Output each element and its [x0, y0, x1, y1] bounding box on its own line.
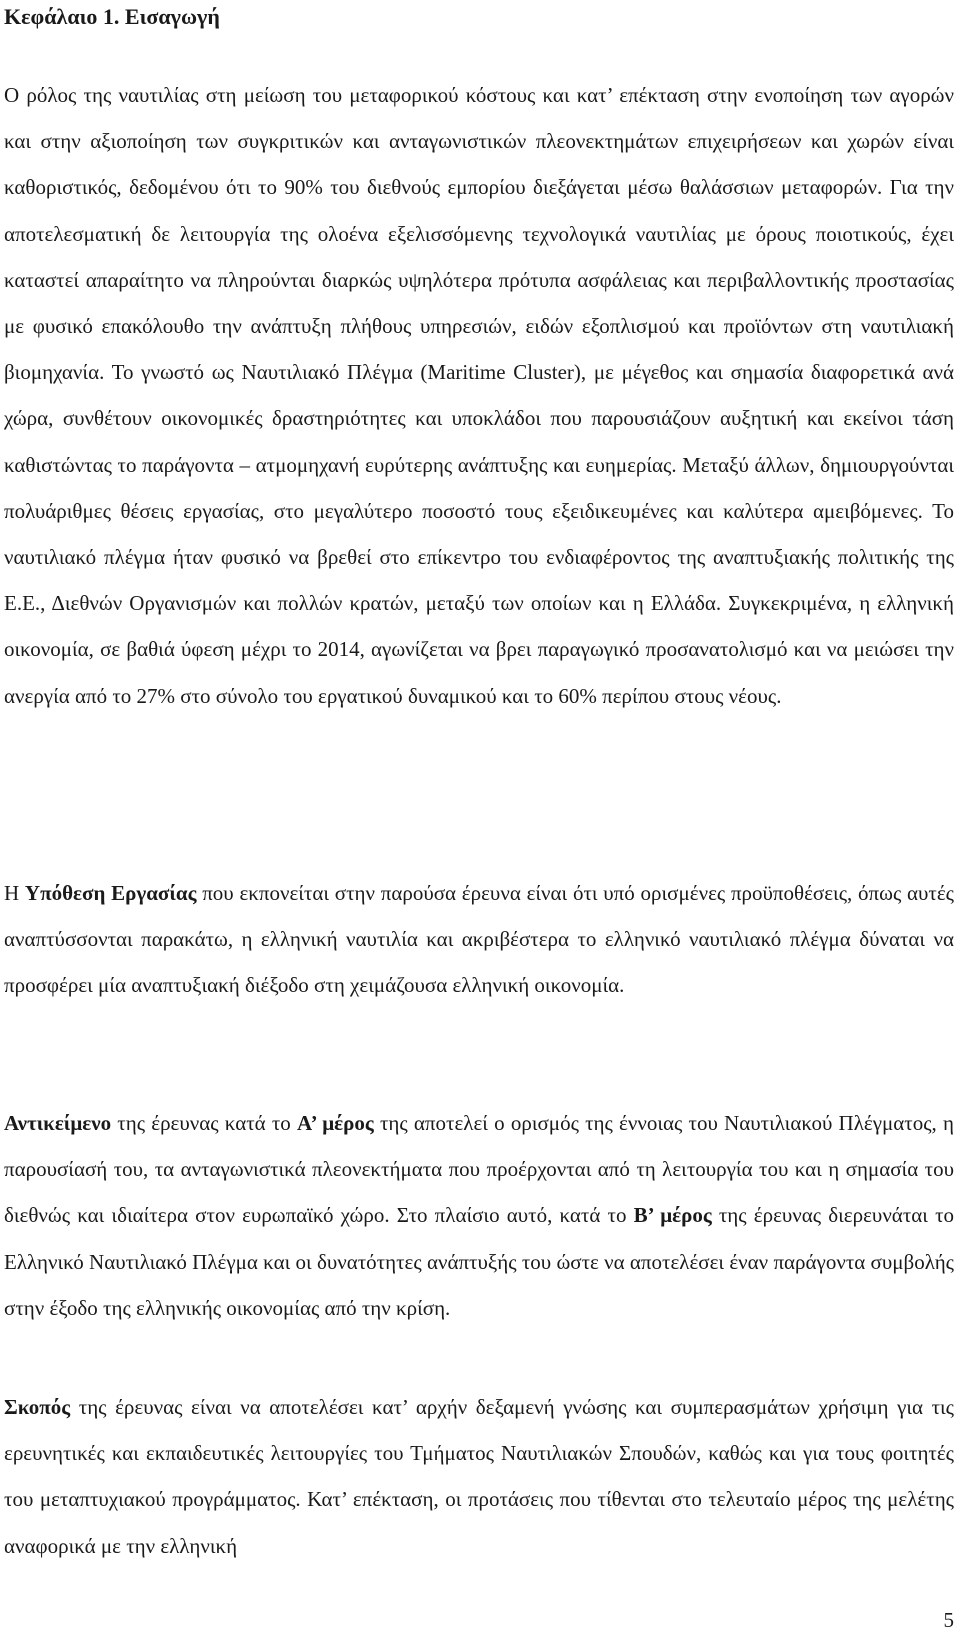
paragraph-research-object	[4, 1100, 954, 1331]
paragraph-body-text: που εκπονείται στην παρούσα έρευνα είναι ότι υπό ορισμένες προϋποθέσεις, όπως αυτές αναπτύσσονται παρακάτω, η ελληνική ναυτιλία και ακριβέστερα το ελληνικό ναυτιλιακό πλέγμα δύναται να προσφέρει μία αναπτυξιακή διέξοδο στη χειμάζουσα ελληνική οικονομία.	[4, 881, 954, 998]
paragraph-working-hypothesis	[4, 870, 954, 1009]
bold-term-working-hypothesis: Υπόθεση Εργασίας	[24, 881, 197, 905]
paragraph-introduction	[4, 72, 954, 719]
bold-term-purpose: Σκοπός	[4, 1395, 71, 1419]
paragraph-body-text: της έρευνας διερευνάται το Ελληνικό Ναυτιλιακό Πλέγμα και οι δυνατότητες ανάπτυξής του ώστε να αποτελέσει έναν παράγοντα συμβολής στην έξοδο της ελληνικής οικονομίας από την κρίση.	[4, 1203, 955, 1320]
paragraph-body-text: της έρευνας κατά το	[111, 1111, 298, 1135]
bold-term-object: Αντικείμενο	[4, 1111, 112, 1135]
paragraph-body-text: της αποτελεί ο ορισμός της έννοιας του Ναυτιλιακού Πλέγματος, η παρουσίασή του, τα ανταγωνιστικά πλεονεκτήματα που προέρχονται από τη λειτουργία του και η σημασία του διεθνώς και ιδιαίτερα στον ευρωπαϊκό χώρο. Στο πλαίσιο αυτό, κατά το	[4, 1111, 954, 1228]
paragraph-body-text: της έρευνας είναι να αποτελέσει κατ’ αρχήν δεξαμενή γνώσης και συμπερασμάτων χρήσιμη για τις ερευνητικές και εκπαιδευτικές λειτουργίες του Τμήματος Ναυτιλιακών Σπουδών, καθώς και για τους φοιτητές του μεταπτυχιακού προγράμματος. Κατ’ επέκταση, οι προτάσεις που τίθενται στο τελευταίο μέρος της μελέτης αναφορικά με την ελληνική	[4, 1395, 954, 1558]
paragraph-introduction-text: Ο ρόλος της ναυτιλίας στη μείωση του μεταφορικού κόστους και κατ’ επέκταση στην ενοποίηση των αγορών και στην αξιοποίηση των συγκριτικών και ανταγωνιστικών πλεονεκτημάτων επιχειρήσεων και χωρών είναι καθοριστικός, δεδομένου ότι το 90% του διεθνούς εμπορίου διεξάγεται μέσω θαλάσσιων μεταφορών. Για την αποτελεσματική δε λειτουργία της ολοένα εξελισσόμενης τεχνολογικά ναυτιλίας με όρους ποιοτικούς, έχει καταστεί απαραίτητο να πληρούνται διαρκώς υψηλότερα πρότυπα ασφάλειας και περιβαλλοντικής προστασίας με φυσικό επακόλουθο την ανάπτυξη πλήθους υπηρεσιών, ειδών εξοπλισμού και προϊόντων στη ναυτιλιακή βιομηχανία. Το γνωστό ως Ναυτιλιακό Πλέγμα (Maritime Cluster), με μέγεθος και σημασία διαφορετικά ανά χώρα, συνθέτουν οικονομικές δραστηριότητες και υποκλάδοι που παρουσιάζουν αυξητική και εκείνοι τάση καθιστώντας το παράγοντα – ατμομηχανή ευρύτερης ανάπτυξης και ευημερίας. Μεταξύ άλλων, δημιουργούνται πολυάριθμες θέσεις εργασίας, στο μεγαλύτερο ποσοστό τους εξειδικευμένες και καλύτερα αμειβόμενες. Το ναυτιλιακό πλέγμα ήταν φυσικό να βρεθεί στο επίκεντρο του ενδιαφέροντος της αναπτυξιακής πολιτικής της Ε.Ε., Διεθνών Οργανισμών και πολλών κρατών, μεταξύ των οποίων και η Ελλάδα. Συγκεκριμένα, η ελληνική οικονομία, σε βαθιά ύφεση μέχρι το 2014, αγωνίζεται να βρει παραγωγικό προσανατολισμό και να μειώσει την ανεργία από το 27% στο σύνολο του εργατικού δυναμικού και το 60% περίπου στους νέους.	[4, 83, 954, 708]
paragraph-lead-text: Η	[4, 881, 25, 905]
bold-term-part-b: Β’ μέρος	[633, 1203, 712, 1228]
paragraph-research-purpose	[4, 1384, 954, 1569]
bold-term-part-a: Α’ μέρος	[297, 1111, 374, 1135]
page-number: 5	[943, 1608, 954, 1632]
chapter-heading: Κεφάλαιο 1. Εισαγωγή	[4, 4, 220, 29]
